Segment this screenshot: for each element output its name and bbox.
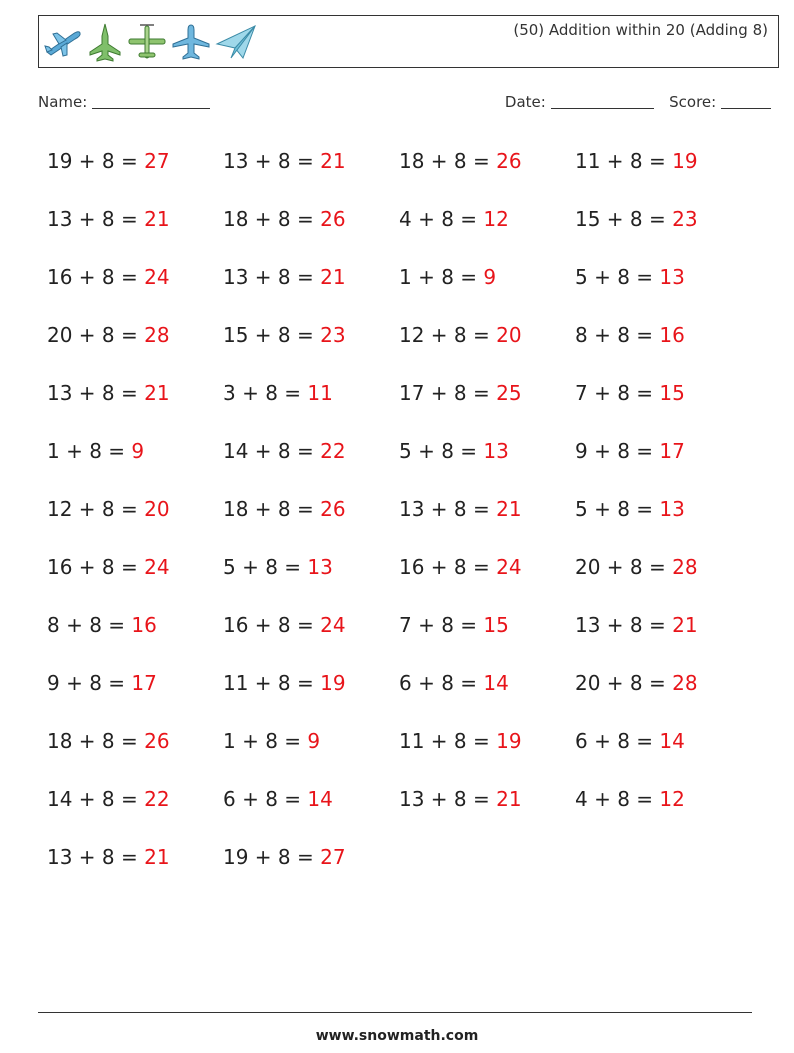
- problem-answer: 28: [672, 555, 698, 579]
- problem-answer: 26: [320, 497, 346, 521]
- problem-answer: 21: [496, 497, 522, 521]
- problem-answer: 13: [483, 439, 509, 463]
- problem-answer: 13: [659, 265, 685, 289]
- fighter-jet-icon: [87, 22, 123, 62]
- propeller-plane-icon: [127, 22, 167, 62]
- problem-question: 13 + 8 =: [47, 381, 145, 405]
- problem-question: 16 + 8 =: [399, 555, 497, 579]
- problem-answer: 14: [483, 671, 509, 695]
- problem-answer: 17: [659, 439, 685, 463]
- name-field[interactable]: [92, 93, 210, 109]
- problem-item: [575, 319, 751, 377]
- problem-answer: 20: [144, 497, 170, 521]
- problem-answer: 26: [496, 149, 522, 173]
- problem-item: [47, 261, 223, 319]
- problem-answer: 23: [320, 323, 346, 347]
- problem-answer: 16: [131, 613, 157, 637]
- problem-question: 6 + 8 =: [399, 671, 484, 695]
- problem-question: 5 + 8 =: [223, 555, 308, 579]
- problem-answer: 21: [320, 265, 346, 289]
- problem-item: [47, 203, 223, 261]
- problem-item: [47, 435, 223, 493]
- problem-answer: 26: [144, 729, 170, 753]
- problem-answer: 27: [144, 149, 170, 173]
- header-icons: [43, 20, 257, 64]
- problem-answer: 21: [144, 381, 170, 405]
- problem-question: 1 + 8 =: [399, 265, 484, 289]
- problem-question: 16 + 8 =: [47, 555, 145, 579]
- problem-question: 13 + 8 =: [223, 149, 321, 173]
- problem-question: 5 + 8 =: [575, 265, 660, 289]
- problem-item: [223, 203, 399, 261]
- problem-question: 3 + 8 =: [223, 381, 308, 405]
- problem-question: 17 + 8 =: [399, 381, 497, 405]
- problem-question: 13 + 8 =: [47, 207, 145, 231]
- problem-item: [575, 261, 751, 319]
- problem-answer: 13: [659, 497, 685, 521]
- problem-question: 1 + 8 =: [223, 729, 308, 753]
- problem-item: [399, 145, 575, 203]
- problem-item: [47, 783, 223, 841]
- problem-question: 13 + 8 =: [47, 845, 145, 869]
- problem-item: [399, 261, 575, 319]
- problem-item: [223, 145, 399, 203]
- problem-question: 18 + 8 =: [47, 729, 145, 753]
- problem-item: [223, 725, 399, 783]
- problem-item: [399, 203, 575, 261]
- problem-answer: 9: [483, 265, 497, 289]
- problem-answer: 21: [320, 149, 346, 173]
- problem-question: 20 + 8 =: [47, 323, 145, 347]
- problem-answer: 22: [144, 787, 170, 811]
- problem-answer: 20: [496, 323, 522, 347]
- problem-answer: 15: [483, 613, 509, 637]
- problem-item: [575, 667, 751, 725]
- problem-answer: 17: [131, 671, 157, 695]
- problem-question: 15 + 8 =: [223, 323, 321, 347]
- worksheet-title: (50) Addition within 20 (Adding 8): [513, 21, 768, 39]
- problem-question: 13 + 8 =: [223, 265, 321, 289]
- problem-item: [575, 783, 751, 841]
- problem-item: [575, 725, 751, 783]
- problem-answer: 24: [144, 265, 170, 289]
- airplane-icon: [43, 22, 83, 62]
- problem-item: [575, 377, 751, 435]
- problem-answer: 23: [672, 207, 698, 231]
- problem-question: 13 + 8 =: [575, 613, 673, 637]
- problem-question: 6 + 8 =: [223, 787, 308, 811]
- problem-item: [223, 493, 399, 551]
- problem-answer: 24: [320, 613, 346, 637]
- problem-answer: 21: [672, 613, 698, 637]
- problem-item: [47, 667, 223, 725]
- problem-item: [399, 725, 575, 783]
- problem-item: [575, 609, 751, 667]
- problem-item: [223, 435, 399, 493]
- problem-question: 18 + 8 =: [399, 149, 497, 173]
- problem-question: 12 + 8 =: [47, 497, 145, 521]
- problem-item: [223, 551, 399, 609]
- problem-item: [47, 551, 223, 609]
- problem-item: [575, 145, 751, 203]
- problem-item: [47, 841, 223, 899]
- problem-question: 18 + 8 =: [223, 207, 321, 231]
- problem-item: [399, 609, 575, 667]
- footer-divider: [38, 1012, 752, 1013]
- problem-answer: 15: [659, 381, 685, 405]
- problem-question: 8 + 8 =: [47, 613, 132, 637]
- date-field[interactable]: [551, 93, 654, 109]
- problem-question: 9 + 8 =: [575, 439, 660, 463]
- problem-question: 7 + 8 =: [399, 613, 484, 637]
- problem-item: [575, 493, 751, 551]
- problem-answer: 12: [483, 207, 509, 231]
- problem-answer: 24: [496, 555, 522, 579]
- problem-question: 13 + 8 =: [399, 497, 497, 521]
- problem-item: [47, 145, 223, 203]
- problem-grid: [47, 145, 751, 899]
- problem-item: [575, 203, 751, 261]
- problem-answer: 26: [320, 207, 346, 231]
- problem-question: 9 + 8 =: [47, 671, 132, 695]
- problem-item: [223, 319, 399, 377]
- problem-item: [47, 493, 223, 551]
- problem-item: [47, 609, 223, 667]
- problem-question: 11 + 8 =: [223, 671, 321, 695]
- problem-answer: 21: [496, 787, 522, 811]
- problem-question: 19 + 8 =: [47, 149, 145, 173]
- problem-answer: 14: [659, 729, 685, 753]
- problem-item: [223, 377, 399, 435]
- problem-question: 6 + 8 =: [575, 729, 660, 753]
- problem-answer: 28: [672, 671, 698, 695]
- problem-question: 1 + 8 =: [47, 439, 132, 463]
- problem-question: 20 + 8 =: [575, 671, 673, 695]
- problem-answer: 21: [144, 845, 170, 869]
- problem-question: 13 + 8 =: [399, 787, 497, 811]
- problem-question: 4 + 8 =: [575, 787, 660, 811]
- problem-item: [223, 783, 399, 841]
- problem-answer: 19: [496, 729, 522, 753]
- problem-item: [399, 377, 575, 435]
- problem-item: [223, 841, 399, 899]
- problem-item: [47, 377, 223, 435]
- problem-item: [223, 667, 399, 725]
- problem-item: [399, 783, 575, 841]
- problem-question: 16 + 8 =: [47, 265, 145, 289]
- problem-question: 5 + 8 =: [399, 439, 484, 463]
- airliner-icon: [171, 22, 211, 62]
- problem-item: [223, 609, 399, 667]
- problem-answer: 9: [307, 729, 321, 753]
- problem-item: [399, 319, 575, 377]
- problem-answer: 22: [320, 439, 346, 463]
- problem-answer: 11: [307, 381, 333, 405]
- problem-question: 14 + 8 =: [223, 439, 321, 463]
- problem-answer: 12: [659, 787, 685, 811]
- problem-question: 11 + 8 =: [399, 729, 497, 753]
- problem-answer: 21: [144, 207, 170, 231]
- problem-answer: 14: [307, 787, 333, 811]
- problem-item: [47, 725, 223, 783]
- problem-answer: 19: [672, 149, 698, 173]
- problem-item: [47, 319, 223, 377]
- name-section: [38, 93, 210, 111]
- problem-question: 20 + 8 =: [575, 555, 673, 579]
- footer-url[interactable]: www.snowmath.com: [315, 1028, 479, 1044]
- problem-answer: 24: [144, 555, 170, 579]
- problem-answer: 16: [659, 323, 685, 347]
- problem-question: 14 + 8 =: [47, 787, 145, 811]
- score-label: Score:: [669, 93, 717, 111]
- worksheet-header: [38, 15, 779, 68]
- problem-question: 12 + 8 =: [399, 323, 497, 347]
- paper-plane-icon: [215, 22, 257, 62]
- problem-question: 7 + 8 =: [575, 381, 660, 405]
- date-label: Date:: [504, 93, 546, 111]
- date-score-section: [505, 93, 771, 111]
- problem-item: [575, 435, 751, 493]
- problem-item: [575, 551, 751, 609]
- problem-answer: 25: [496, 381, 522, 405]
- problem-question: 5 + 8 =: [575, 497, 660, 521]
- problem-question: 18 + 8 =: [223, 497, 321, 521]
- problem-question: 4 + 8 =: [399, 207, 484, 231]
- problem-item: [399, 551, 575, 609]
- problem-item: [223, 261, 399, 319]
- problem-answer: 28: [144, 323, 170, 347]
- problem-item: [399, 435, 575, 493]
- problem-item: [399, 667, 575, 725]
- problem-answer: 13: [307, 555, 333, 579]
- score-field[interactable]: [721, 93, 771, 109]
- problem-question: 15 + 8 =: [575, 207, 673, 231]
- problem-question: 8 + 8 =: [575, 323, 660, 347]
- problem-answer: 9: [131, 439, 145, 463]
- problem-answer: 19: [320, 671, 346, 695]
- problem-question: 19 + 8 =: [223, 845, 321, 869]
- name-label: Name:: [38, 93, 88, 111]
- problem-question: 16 + 8 =: [223, 613, 321, 637]
- problem-question: 11 + 8 =: [575, 149, 673, 173]
- problem-answer: 27: [320, 845, 346, 869]
- problem-item: [399, 493, 575, 551]
